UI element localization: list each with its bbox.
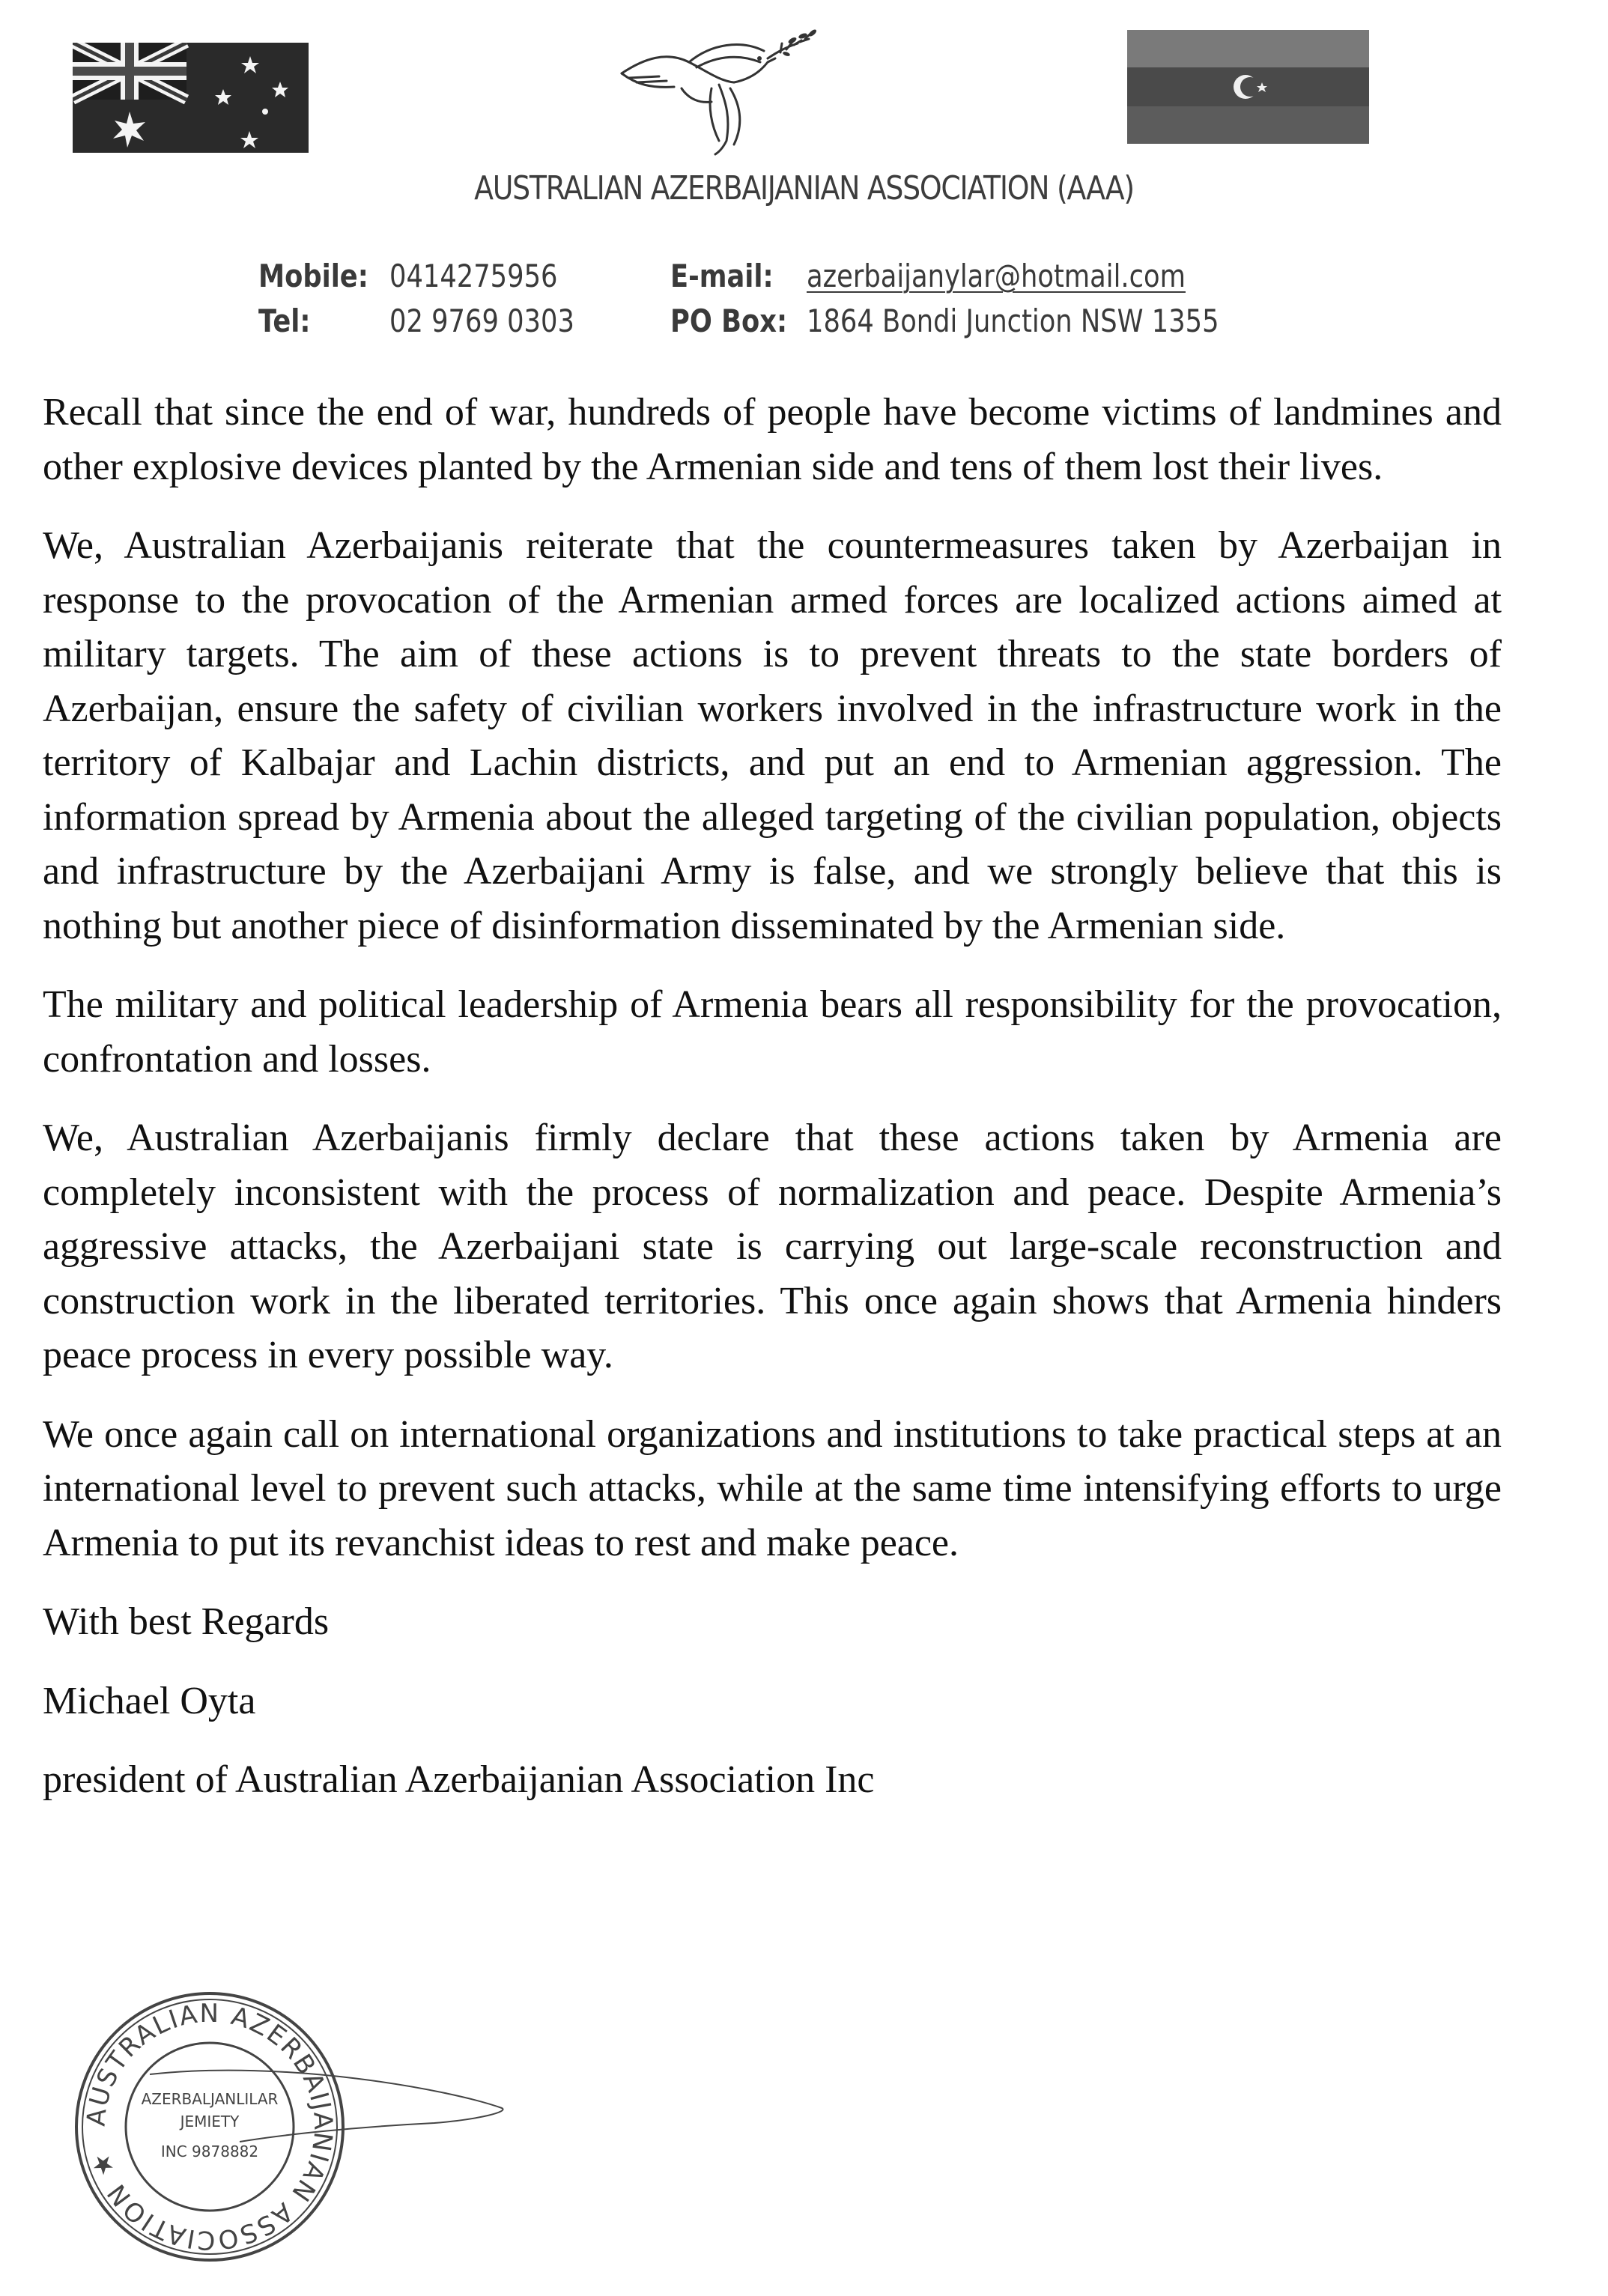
paragraph: We once again call on international organizations and institutions to take practical steps at an international level to prevent such attacks, while at the same time intensifying efforts to urge Armenia to put its revanchist ideas to rest and make peace. bbox=[43, 1412, 1502, 1564]
closing-regards: With best Regards bbox=[43, 1600, 330, 1643]
paragraph: We, Australian Azerbaijanis firmly declare that these actions taken by Armenia are completely inconsistent with the process of normalization and peace. Despite Armenia’s aggressive attacks, the Azerbaijani state is carrying out large-scale reconstruction and construction work in the liberated territories. This once again shows that Armenia hinders peace process in every possible way. bbox=[43, 1117, 1502, 1376]
mobile-value: 0414275956 bbox=[389, 258, 558, 294]
tel-label: Tel: bbox=[258, 303, 311, 339]
tel-value: 02 9769 0303 bbox=[389, 303, 574, 339]
australian-flag-icon bbox=[73, 43, 309, 153]
pobox-value: 1864 Bondi Junction NSW 1355 bbox=[807, 303, 1219, 339]
paragraph: The military and political leadership of Armenia bears all responsibility for the provocation, confrontation and losses. bbox=[43, 983, 1502, 1081]
dove-with-olive-branch-icon bbox=[607, 28, 831, 156]
email-link[interactable]: azerbaijanylar@hotmail.com bbox=[807, 258, 1186, 294]
pobox-label: PO Box: bbox=[670, 303, 788, 339]
organization-name: AUSTRALIAN AZERBAIJANIAN ASSOCIATION (AAA) bbox=[474, 169, 1134, 207]
seal-line-3: INC 9878882 bbox=[160, 2142, 259, 2160]
paragraph: We, Australian Azerbaijanis reiterate that the countermeasures taken by Azerbaijan in response to the provocation of the Armenian armed forces are localized actions aimed at military targets. The aim of these actions is to prevent threats to the state borders of Azerbaijan, ensure the safety of civilian workers involved in the infrastructure work in the territory of Kalbajar and Lachin districts, and put an end to Armenian aggression. The information spread by Armenia about the alleged targeting of the civilian population, objects and infrastructure by the Azerbaijani Army is false, and we strongly believe that this is nothing but another piece of disinformation disseminated by the Armenian side. bbox=[43, 524, 1502, 947]
mobile-label: Mobile: bbox=[258, 258, 368, 294]
email-label: E-mail: bbox=[670, 258, 774, 294]
association-seal-icon bbox=[60, 1977, 524, 2277]
seal-line-2: JEMIETY bbox=[180, 2113, 240, 2131]
signatory-title: president of Australian Azerbaijanian Association Inc bbox=[43, 1758, 875, 1801]
signatory-name: Michael Oyta bbox=[43, 1679, 256, 1722]
svg-text:AUSTRALIAN AZERBAIJANIAN ASSOC: AUSTRALIAN AZERBAIJANIAN ASSOCIATION ★ bbox=[81, 1998, 339, 2256]
paragraph: Recall that since the end of war, hundreds of people have become victims of landmines and other explosive devices planted by the Armenian side and tens of them lost their lives. bbox=[43, 391, 1502, 488]
azerbaijan-flag-icon bbox=[1127, 30, 1369, 144]
seal-line-1: AZERBALJANLILAR bbox=[141, 2090, 279, 2108]
letter-body bbox=[43, 386, 1502, 1832]
